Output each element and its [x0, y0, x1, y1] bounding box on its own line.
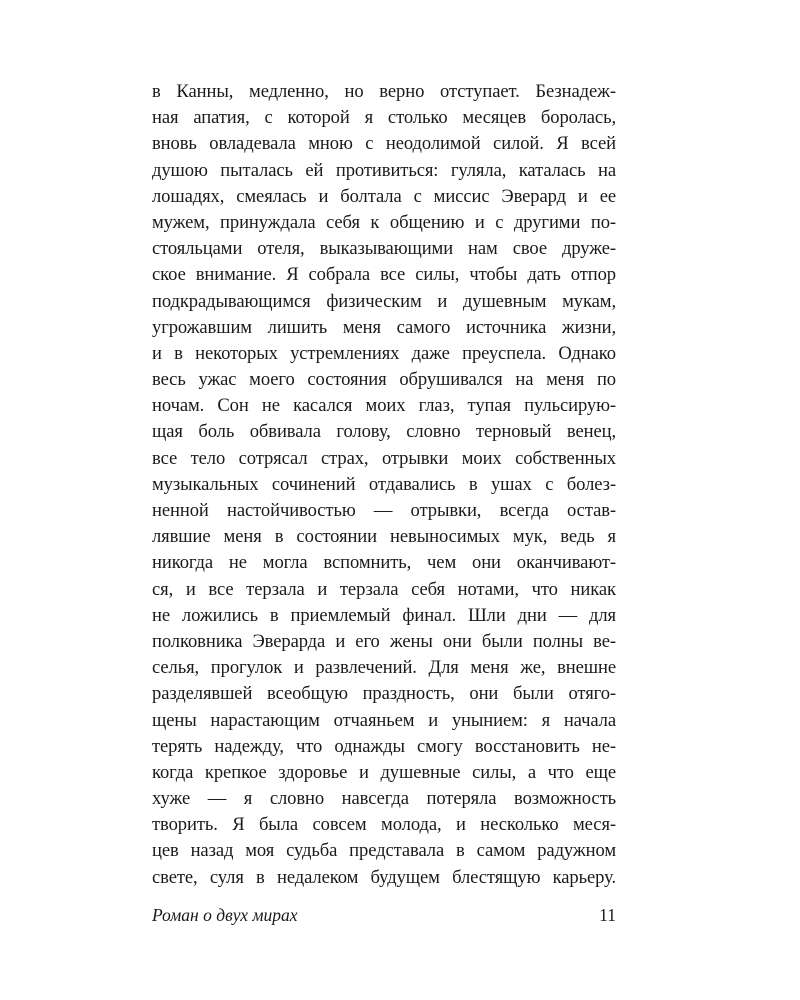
text-line: лявшие меня в состоянии невыносимых мук, ведь я: [152, 526, 616, 548]
text-line: стояльцами отеля, выказывающими нам свое друже-: [152, 238, 616, 260]
text-line: не ложились в приемлемый финал. Шли дни — для: [152, 604, 616, 626]
text-line: музыкальных сочинений отдавались в ушах с болез-: [152, 473, 616, 495]
text-line: селья, прогулок и развлечений. Для меня же, внешне: [152, 657, 616, 679]
text-line: душою пыталась ей противиться: гуляла, каталась на: [152, 159, 616, 181]
text-line: вновь овладевала мною с неодолимой силой. Я всей: [152, 133, 616, 155]
text-line: мужем, принуждала себя к общению и с другими по-: [152, 211, 616, 233]
text-line: в Канны, медленно, но верно отступает. Безнадеж-: [152, 81, 616, 102]
text-line: весь ужас моего состояния обрушивался на меня по: [152, 369, 616, 391]
text-line: ночам. Сон не касался моих глаз, тупая пульсирую-: [152, 395, 616, 417]
text-line: никогда не могла вспомнить, чем они оканчивают-: [152, 552, 616, 574]
page-footer: [152, 903, 616, 927]
text-line: ная апатия, с которой я столько месяцев боролась,: [152, 107, 616, 129]
text-line: ненной настойчивостью — отрывки, всегда остав-: [152, 500, 616, 521]
page-number: 11: [599, 905, 616, 925]
text-line: щая боль обвивала голову, словно терновый венец,: [152, 421, 616, 443]
text-line: когда крепкое здоровье и душевные силы, а что еще: [152, 761, 616, 783]
text-line: и в некоторых устремлениях даже преуспела. Однако: [152, 342, 616, 364]
text-line: все тело сотрясал страх, отрывки моих собственных: [152, 447, 616, 469]
text-line: угрожавшим лишить меня самого источника жизни,: [152, 316, 616, 338]
text-line: щены нарастающим отчаяньем и унынием: я начала: [152, 709, 616, 731]
text-line: разделявшей всеобщую праздность, они были отяго-: [152, 683, 616, 705]
text-line: терять надежду, что однажды смогу восстановить не-: [152, 735, 616, 757]
body-text: [152, 79, 616, 891]
text-line: подкрадывающимся физическим и душевным мукам,: [152, 290, 616, 312]
text-line: творить. Я была совсем молода, и несколько меся-: [152, 814, 616, 836]
text-line: ся, и все терзала и терзала себя нотами, что никак: [152, 578, 616, 600]
text-line: свете, суля в недалеком будущем блестящую карьеру.: [152, 866, 616, 888]
text-line: ское внимание. Я собрала все силы, чтобы дать отпор: [152, 264, 616, 286]
text-line: полковника Эверарда и его жены они были полны ве-: [152, 630, 616, 652]
running-footer-title: Роман о двух мирах: [152, 905, 298, 925]
text-line: лошадях, смеялась и болтала с миссис Эверард и ее: [152, 185, 616, 207]
text-line: цев назад моя судьба представала в самом радужном: [152, 840, 616, 862]
text-line: хуже — я словно навсегда потеряла возможность: [152, 788, 616, 810]
